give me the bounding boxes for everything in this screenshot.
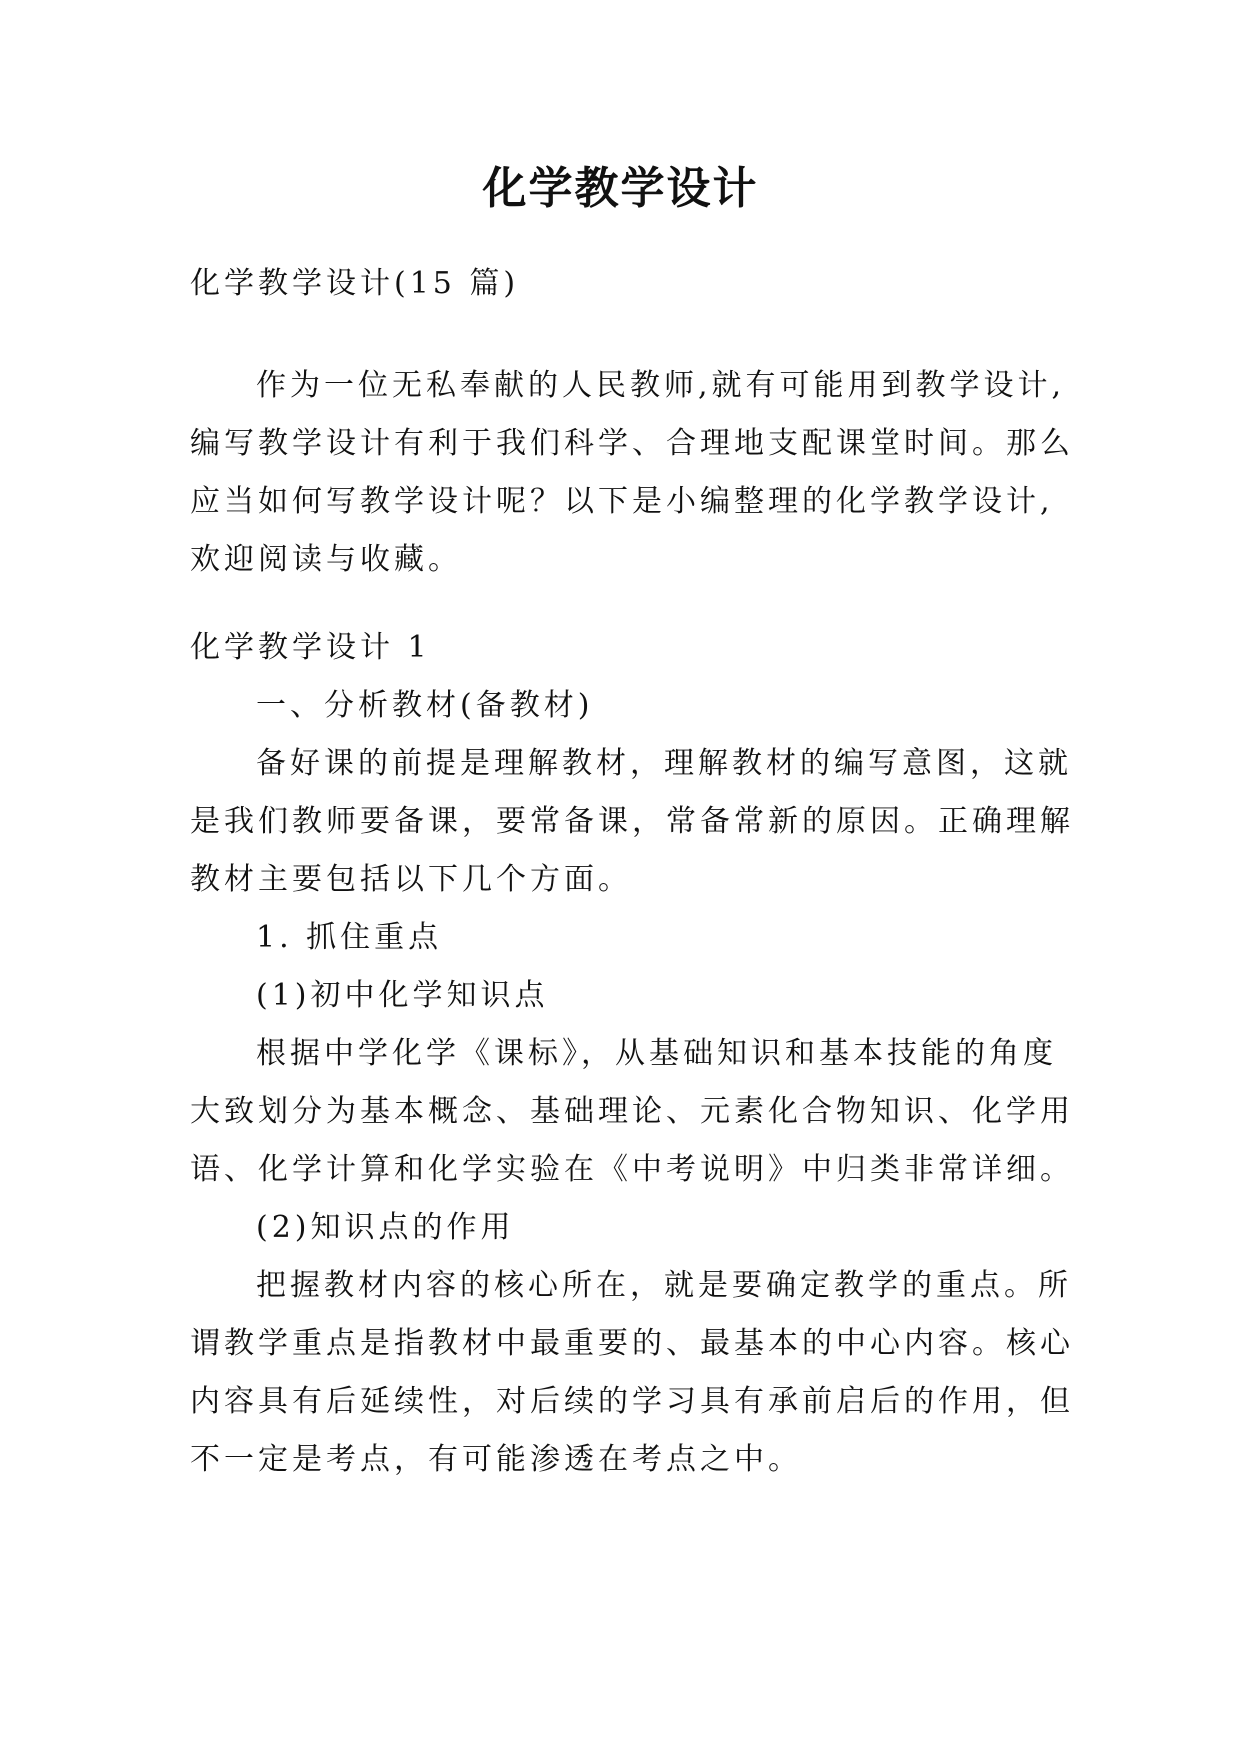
paragraph-line: 根据中学化学《课标》，从基础知识和基本技能的角度 xyxy=(256,1036,1057,1071)
intro-line: 作为一位无私奉献的人民教师,就有可能用到教学设计, xyxy=(256,368,1066,403)
intro-line: 编写教学设计有利于我们科学、合理地支配课堂时间。那么 xyxy=(190,426,1074,461)
list-subitem: (2)知识点的作用 xyxy=(256,1210,515,1245)
intro-line: 欢迎阅读与收藏。 xyxy=(190,542,462,577)
paragraph-line: 内容具有后延续性，对后续的学习具有承前启后的作用，但 xyxy=(190,1384,1074,1419)
paragraph-line: 把握教材内容的核心所在，就是要确定教学的重点。所 xyxy=(256,1268,1072,1303)
part-heading: 一、分析教材(备教材) xyxy=(256,688,594,723)
paragraph-line: 是我们教师要备课，要常备课，常备常新的原因。正确理解 xyxy=(190,804,1074,839)
paragraph-line: 谓教学重点是指教材中最重要的、最基本的中心内容。核心 xyxy=(190,1326,1074,1361)
page-title: 化学教学设计 xyxy=(482,163,759,214)
section-heading: 化学教学设计 1 xyxy=(190,630,431,665)
paragraph-line: 不一定是考点，有可能渗透在考点之中。 xyxy=(190,1442,802,1477)
paragraph-line: 语、化学计算和化学实验在《中考说明》中归类非常详细。 xyxy=(190,1152,1074,1187)
list-item: 1. 抓住重点 xyxy=(256,920,443,955)
list-subitem: (1)初中化学知识点 xyxy=(256,978,549,1013)
document-subtitle: 化学教学设计(15 篇) xyxy=(190,266,520,301)
intro-line: 应当如何写教学设计呢？以下是小编整理的化学教学设计, xyxy=(190,484,1054,519)
paragraph-line: 教材主要包括以下几个方面。 xyxy=(190,862,632,897)
paragraph-line: 备好课的前提是理解教材，理解教材的编写意图，这就 xyxy=(256,746,1072,781)
paragraph-line: 大致划分为基本概念、基础理论、元素化合物知识、化学用 xyxy=(190,1094,1074,1129)
